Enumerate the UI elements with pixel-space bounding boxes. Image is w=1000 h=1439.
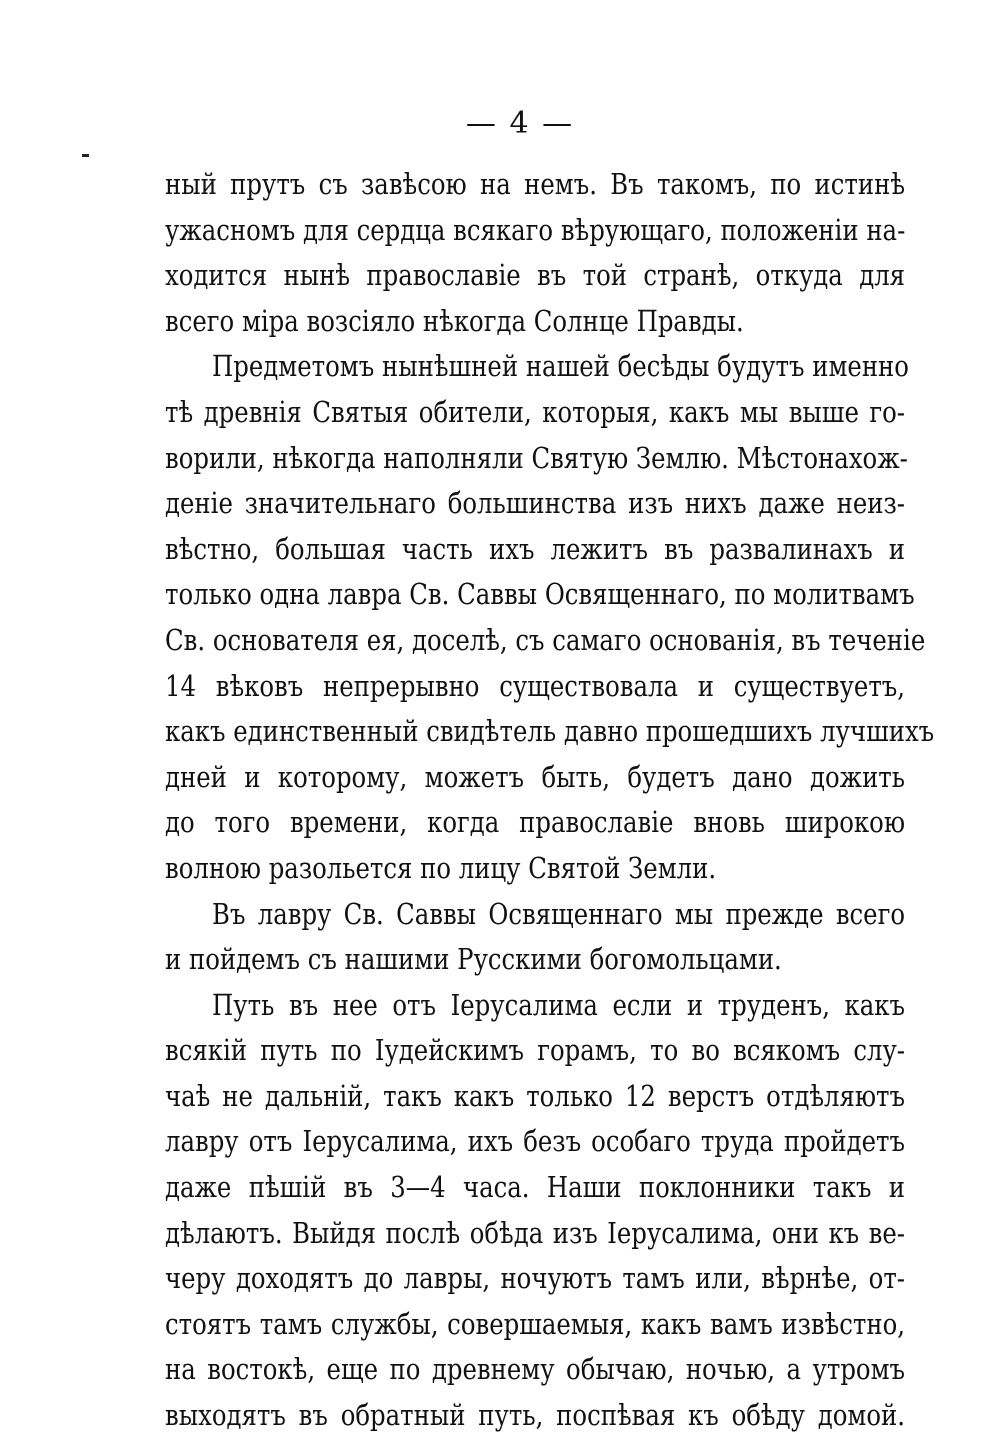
text-line: Предметомъ нынѣшней нашей бесѣды будутъ именно xyxy=(212,349,909,384)
text-line: ворили, нѣкогда наполняли Святую Землю. Мѣстонахож- xyxy=(165,440,908,475)
text-line: на востокѣ, еще по древнему обычаю, ночью, а утромъ xyxy=(165,1352,906,1387)
body-text xyxy=(165,162,935,1439)
text-line: только одна лавра Св. Саввы Освященнаго, по молитвамъ xyxy=(165,577,915,612)
text-line: вѣстно, большая часть ихъ лежитъ въ развалинахъ и xyxy=(165,531,906,566)
text-line: всякій путь по Іудейскимъ горамъ, то во всякомъ слу- xyxy=(165,1033,906,1068)
text-line: 14 вѣковъ непрерывно существовала и существуетъ, xyxy=(165,668,906,703)
text-line: и пойдемъ съ нашими Русскими богомольцами. xyxy=(165,942,782,977)
text-line: стоятъ тамъ службы, совершаемыя, какъ вамъ извѣстно, xyxy=(165,1306,906,1341)
text-line: Св. основателя ея, доселѣ, съ самаго основанія, въ теченіе xyxy=(165,622,926,657)
text-line: Путь въ нее отъ Іерусалима если и труденъ, какъ xyxy=(212,987,906,1022)
text-line: лавру отъ Іерусалима, ихъ безъ особаго труда пройдетъ xyxy=(165,1124,906,1159)
page-number: — 4 — xyxy=(465,106,575,141)
text-line: какъ единственный свидѣтель давно прошедшихъ лучшихъ xyxy=(165,714,935,749)
text-line: даже пѣшій въ 3—4 часа. Наши поклонники такъ и xyxy=(165,1170,906,1205)
margin-mark xyxy=(82,154,89,157)
text-line: тѣ древнія Святыя обители, которыя, какъ мы выше го- xyxy=(165,394,906,429)
text-line: черу доходятъ до лавры, ночуютъ тамъ или, вѣрнѣе, от- xyxy=(165,1261,906,1296)
text-line: дней и которому, можетъ быть, будетъ дано дожить xyxy=(165,759,906,794)
text-line: деніе значительнаго большинства изъ нихъ даже неиз- xyxy=(165,486,906,521)
text-line: волною разольется по лицу Святой Земли. xyxy=(165,850,717,885)
text-line: Въ лавру Св. Саввы Освященнаго мы прежде всего xyxy=(212,896,906,931)
text-line: ный прутъ съ завѣсою на немъ. Въ такомъ, по истинѣ xyxy=(165,167,906,201)
text-line: ходится нынѣ православіе въ той странѣ, откуда для xyxy=(165,258,906,293)
text-line: чаѣ не дальній, такъ какъ только 12 верстъ отдѣляютъ xyxy=(165,1078,906,1113)
text-line: до того времени, когда православіе вновь широкою xyxy=(165,805,906,840)
text-line: ужасномъ для сердца всякаго вѣрующаго, положеніи на- xyxy=(165,212,906,247)
text-line: выходятъ въ обратный путь, поспѣвая къ обѣду домой. xyxy=(165,1398,906,1433)
text-line: дѣлаютъ. Выйдя послѣ обѣда изъ Іерусалима, они къ ве- xyxy=(165,1215,906,1250)
text-line: всего міра возсіяло нѣкогда Солнце Правды. xyxy=(165,303,744,338)
